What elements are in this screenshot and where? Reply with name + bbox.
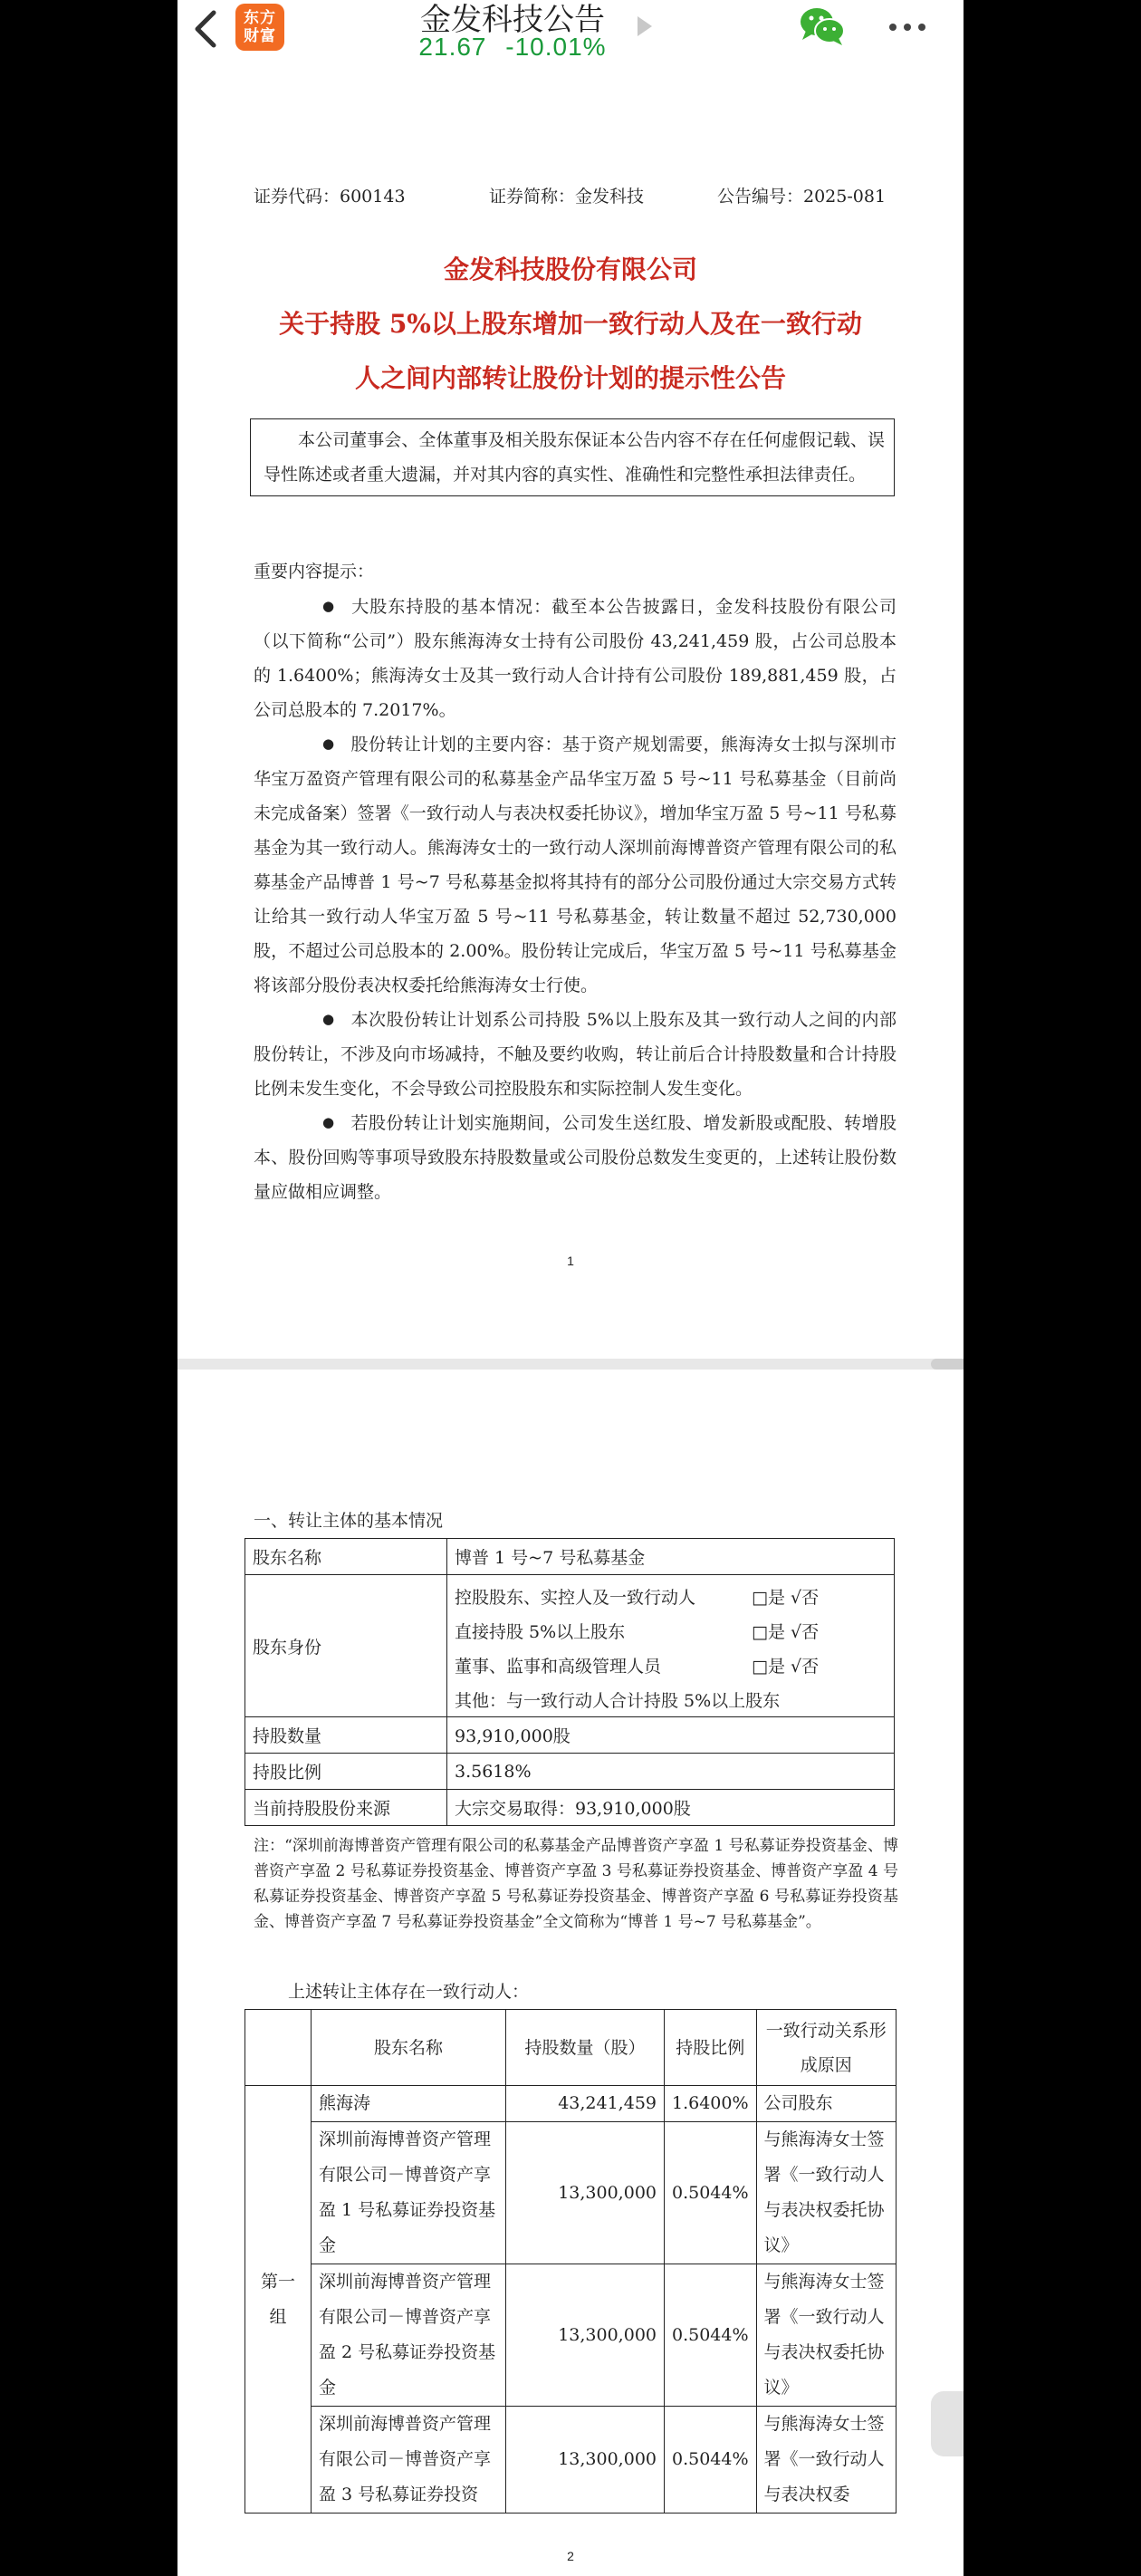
stock-change: -10.01%: [505, 33, 607, 61]
security-meta-row: [254, 183, 896, 208]
wechat-icon[interactable]: [799, 5, 846, 47]
shareholder-identity-cell: [447, 1575, 895, 1717]
source-label: 当前持股股份来源: [245, 1790, 447, 1826]
identity-other: 其他：与一致行动人合计持股 5%以上股东: [455, 1691, 781, 1711]
stock-price: 21.67: [418, 33, 487, 61]
document-page-1: [177, 72, 964, 1359]
shareholder-name-value: 博普 1 号~7 号私募基金: [447, 1539, 895, 1575]
shareholder-name-label: 股东名称: [245, 1539, 447, 1575]
security-code: 证券代码：600143: [254, 187, 406, 207]
identity-option: □是 √否: [752, 1657, 820, 1677]
identity-label: 控股股东、实控人及一致行动人: [455, 1588, 696, 1608]
page-separator-tab: [931, 1359, 964, 1370]
document-page-2: [177, 1370, 964, 2576]
table-row: [245, 2407, 896, 2514]
highlight-text-3: 本次股份转让计划系公司持股 5%以上股东及其一致行动人之间的内部股份转让，不涉及向市场减持，不触及要约收购，转让前后合计持股数量和合计持股比例未发生变化，不会导致公司控股股东和实际控制人发生变化。: [254, 1010, 896, 1099]
highlight-text-1: 大股东持股的基本情况：截至本公告披露日，金发科技股份有限公司（以下简称“公司”）股东熊海涛女士持有公司股份 43,241,459 股，占公司总股本的 1.6400%；熊海涛女士及其一致行动人合计持有公司股份 189,881,459 股，占公司总股本的 7.2017%。: [254, 597, 896, 720]
highlight-bullet-2: [254, 726, 896, 1003]
identity-row: [455, 1611, 887, 1646]
table-row: [245, 2264, 896, 2407]
floating-side-button[interactable]: [931, 2391, 964, 2456]
play-triangle-icon[interactable]: [638, 16, 652, 36]
row-shares: 13,300,000: [506, 2407, 665, 2514]
row-name: 深圳前海博普资产管理有限公司－博普资产享盈 2 号私募证券投资基金: [312, 2264, 506, 2407]
highlight-bullet-3: [254, 1002, 896, 1106]
bullet-icon: ●: [322, 1011, 335, 1027]
identity-label: 董事、监事和高级管理人员: [455, 1657, 662, 1677]
table-row: [245, 2086, 896, 2122]
bullet-icon: ●: [322, 598, 335, 614]
board-statement-box: [250, 418, 895, 496]
page-number-2: 2: [567, 2549, 574, 2563]
stock-quote[interactable]: [359, 33, 666, 62]
group-header-empty: [245, 2010, 312, 2086]
row-reason: 与熊海涛女士签署《一致行动人与表决权委托协议》: [756, 2264, 896, 2407]
row-reason: 公司股东: [756, 2086, 896, 2122]
header-name: 股东名称: [312, 2010, 506, 2086]
row-ratio: 0.5044%: [665, 2122, 757, 2264]
notice-number: 公告编号：2025-081: [717, 187, 887, 207]
row-ratio: 1.6400%: [665, 2086, 757, 2122]
shares-value: 93,910,000股: [447, 1717, 895, 1754]
transferor-basic-table: [244, 1538, 895, 1826]
shareholder-identity-label: 股东身份: [245, 1575, 447, 1717]
brand-line-2: 财富: [244, 27, 276, 44]
highlights-label: 重要内容提示：: [254, 562, 375, 582]
more-dots-icon[interactable]: [887, 22, 927, 33]
row-reason: 与熊海涛女士签署《一致行动人与表决权委托协议》: [756, 2122, 896, 2264]
brand-line-1: 东方: [244, 9, 276, 26]
stock-title: 金发科技公告: [420, 3, 605, 37]
bullet-icon: ●: [322, 735, 335, 752]
header-ratio: 持股比例: [665, 2010, 757, 2086]
identity-option: □是 √否: [752, 1588, 820, 1608]
header-shares: 持股数量（股）: [506, 2010, 665, 2086]
section-title: 一、转让主体的基本情况: [254, 1511, 444, 1531]
security-short-name: 证券简称：金发科技: [489, 187, 645, 207]
identity-label: 直接持股 5%以上股东: [455, 1622, 626, 1642]
table-row: [245, 2122, 896, 2264]
identity-row: [455, 1577, 887, 1611]
board-statement: 本公司董事会、全体董事及相关股东保证本公告内容不存在任何虚假记载、误导性陈述或者重大遗漏，并对其内容的真实性、准确性和完整性承担法律责任。: [264, 430, 885, 485]
row-name: 熊海涛: [312, 2086, 506, 2122]
title-line-3: 人之间内部转让股份计划的提示性公告: [354, 363, 786, 393]
row-shares: 43,241,459: [506, 2086, 665, 2122]
back-chevron-icon[interactable]: [190, 7, 223, 51]
row-shares: 13,300,000: [506, 2264, 665, 2407]
title-line-1: 金发科技股份有限公司: [443, 255, 697, 284]
row-ratio: 0.5044%: [665, 2264, 757, 2407]
bullet-icon: ●: [322, 1114, 335, 1130]
page-separator: [177, 1359, 964, 1370]
row-shares: 13,300,000: [506, 2122, 665, 2264]
ratio-label: 持股比例: [245, 1754, 447, 1790]
fund-name-note: 注：“深圳前海博普资产管理有限公司的私募基金产品博普资产享盈 1 号私募证券投资基金、博普资产享盈 2 号私募证券投资基金、博普资产享盈 3 号私募证券投资基金、博普资产享盈 4 号私募证券投资基金、博普资产享盈 5 号私募证券投资基金、博普资产享盈 6 号私募证券投资基金、博普资产享盈 7 号私募证券投资基金”全文简称为“博普 1 号~7 号私募基金”。: [254, 1837, 898, 1931]
row-name: 深圳前海博普资产管理有限公司－博普资产享盈 3 号私募证券投资: [312, 2407, 506, 2514]
app-header: [177, 0, 964, 72]
row-reason: 与熊海涛女士签署《一致行动人与表决权委: [756, 2407, 896, 2514]
highlight-bullet-4: [254, 1105, 896, 1209]
page-number-1: 1: [567, 1254, 574, 1268]
header-reason: 一致行动关系形成原因: [756, 2010, 896, 2086]
ratio-value: 3.5618%: [447, 1754, 895, 1790]
concert-party-table: [244, 2009, 896, 2514]
shares-label: 持股数量: [245, 1717, 447, 1754]
row-ratio: 0.5044%: [665, 2407, 757, 2514]
identity-option: □是 √否: [752, 1622, 820, 1642]
source-value: 大宗交易取得：93,910,000股: [447, 1790, 895, 1826]
highlight-bullet-1: [254, 589, 896, 727]
highlight-text-2: 股份转让计划的主要内容：基于资产规划需要，熊海涛女士拟与深圳市华宝万盈资产管理有限公司的私募基金产品华宝万盈 5 号~11 号私募基金（目前尚未完成备案）签署《一致行动人与表决权委托协议》，增加华宝万盈 5 号~11 号私募基金为其一致行动人。熊海涛女士的一致行动人深圳前海博普资产管理有限公司的私募基金产品博普 1 号~7 号私募基金拟将其持有的部分公司股份通过大宗交易方式转让给其一致行动人华宝万盈 5 号~11 号私募基金，转让数量不超过 52,730,000 股，不超过公司总股本的 2.00%。股份转让完成后，华宝万盈 5 号~11 号私募基金将该部分股份表决权委托给熊海涛女士行使。: [254, 735, 896, 995]
row-name: 深圳前海博普资产管理有限公司－博普资产享盈 1 号私募证券投资基金: [312, 2122, 506, 2264]
brand-logo[interactable]: [235, 4, 284, 51]
announcement-viewer: [177, 0, 964, 2576]
concert-intro: 上述转让主体存在一致行动人：: [288, 1982, 530, 2002]
title-line-2: 关于持股 5%以上股东增加一致行动人及在一致行动: [279, 309, 862, 339]
identity-other-row: [455, 1680, 887, 1715]
group-label: 第一组: [245, 2086, 312, 2514]
identity-row: [455, 1646, 887, 1680]
highlight-text-4: 若股份转让计划实施期间，公司发生送红股、增发新股或配股、转增股本、股份回购等事项导致股东持股数量或公司股份总数发生变更的，上述转让股份数量应做相应调整。: [254, 1113, 896, 1202]
